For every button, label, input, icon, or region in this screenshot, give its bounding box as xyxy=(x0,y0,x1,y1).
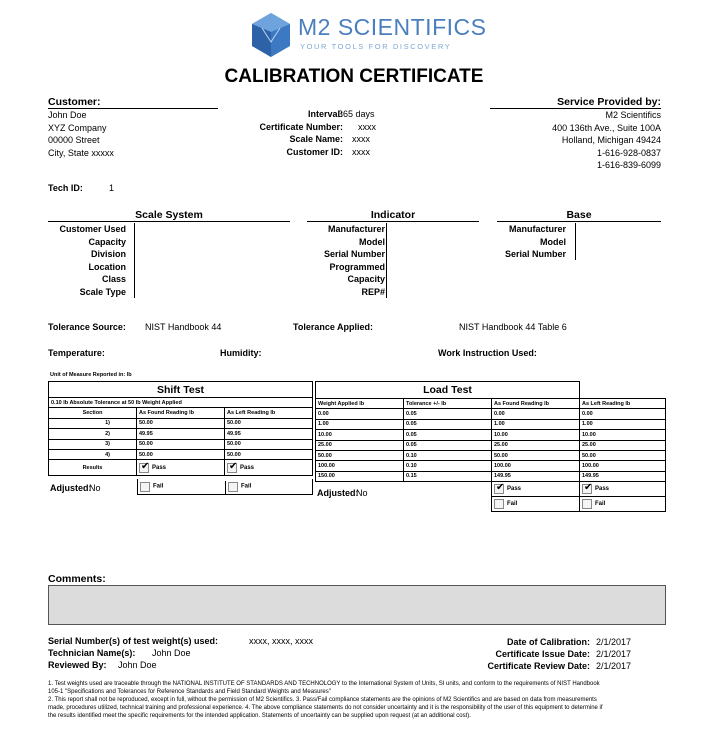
brand-name: M2 SCIENTIFICS xyxy=(298,14,487,40)
check-icon: ✔ xyxy=(229,460,238,472)
table-cell: 0.00 xyxy=(492,409,580,419)
check-icon: ✔ xyxy=(496,482,505,494)
fail-checkbox[interactable] xyxy=(140,482,150,492)
footnote-line: 1. Test weights used are traceable through the NATIONAL INSTITUTE OF STANDARDS AND TECHNOLOGY to the International System of Units, SI units, and conform to the requirements of NIST Handbook xyxy=(48,681,600,687)
table-cell: 0.00 xyxy=(580,409,666,419)
table-cell: 10.00 xyxy=(580,430,666,440)
technician-label: Technician Name(s): xyxy=(48,648,136,658)
table-cell: 25.00 xyxy=(492,440,580,450)
empty-cell xyxy=(404,482,492,497)
table-cell: 50.00 xyxy=(316,450,404,460)
load-fail-row xyxy=(316,497,666,512)
fail-cell xyxy=(228,481,251,492)
column-header: As Left Reading lb xyxy=(580,399,666,409)
column-header: Section xyxy=(49,408,137,418)
check-icon: ✔ xyxy=(584,482,593,494)
reviewed-label: Reviewed By: xyxy=(48,660,107,670)
table-cell: 2) xyxy=(49,429,137,439)
load-test-title: Load Test xyxy=(315,381,580,398)
indicator-heading: Indicator xyxy=(307,209,479,222)
table-cell: 4) xyxy=(49,449,137,459)
pass-label: Pass xyxy=(595,486,610,493)
pass-checkbox[interactable] xyxy=(139,460,150,473)
info-values xyxy=(338,108,410,158)
table-row xyxy=(316,440,666,450)
table-cell: 25.00 xyxy=(316,440,404,450)
table-cell: 10.00 xyxy=(492,430,580,440)
certificate-number-value: xxxx xyxy=(358,121,376,132)
provider-line: 400 136th Ave., Suite 100A xyxy=(552,122,661,133)
pass-label: Pass xyxy=(507,486,522,493)
empty-cell xyxy=(316,497,404,512)
base-heading: Base xyxy=(497,209,661,222)
field-label: Division xyxy=(90,249,126,259)
scale-system-fields xyxy=(48,223,135,298)
calibration-date-value: 2/1/2017 xyxy=(596,637,632,647)
table-row xyxy=(49,439,313,449)
table-row xyxy=(316,471,666,481)
table-cell: 50.00 xyxy=(225,418,313,428)
scale-name-value: xxxx xyxy=(352,134,370,144)
table-cell: 0.15 xyxy=(404,471,492,481)
empty-cell xyxy=(404,497,492,512)
field-label: Capacity xyxy=(88,236,126,247)
customer-line: John Doe xyxy=(48,110,87,120)
field-label: REP# xyxy=(361,286,385,297)
pass-label: Pass xyxy=(240,464,255,471)
fail-checkbox[interactable] xyxy=(582,499,592,509)
table-row xyxy=(49,429,313,439)
field-label: Location xyxy=(88,261,126,272)
table-cell: 50.00 xyxy=(137,449,225,459)
review-date-value: 2/1/2017 xyxy=(596,661,632,671)
check-icon: ✔ xyxy=(141,460,150,472)
shift-fail-row xyxy=(137,479,313,495)
footnote-line: the results identified meet the specific requirements for the intended application. Statements of uncertainty can be supplied upon request (at an additional cost). xyxy=(48,713,471,719)
shift-adjusted-value: No xyxy=(89,483,101,493)
footnote-line: 105-1 "Specifications and Tolerances for Reference Standards and Field Standard Weights and Measures" xyxy=(48,689,331,695)
pass-checkbox[interactable] xyxy=(582,484,592,494)
table-cell: 0.10 xyxy=(404,461,492,471)
field-label: Model xyxy=(540,236,566,247)
shift-test-table xyxy=(48,397,313,476)
field-label: Manufacturer xyxy=(327,224,385,234)
table-cell: 50.00 xyxy=(137,418,225,428)
comments-label: Comments: xyxy=(48,573,106,585)
issue-date-label: Certificate Issue Date: xyxy=(495,649,590,659)
provider-heading: Service Provided by: xyxy=(490,96,661,109)
shift-test-title: Shift Test xyxy=(48,381,313,397)
comments-box[interactable] xyxy=(48,585,666,625)
table-cell: 0.05 xyxy=(404,430,492,440)
tolerance-source-label: Tolerance Source: xyxy=(48,322,126,332)
page-title: CALIBRATION CERTIFICATE xyxy=(224,66,484,87)
base-fields xyxy=(490,223,576,260)
tolerance-source-value: NIST Handbook 44 xyxy=(145,322,222,332)
table-cell: 10.00 xyxy=(316,430,404,440)
date-labels xyxy=(440,636,590,672)
table-cell: 1) xyxy=(49,418,137,428)
field-label: Class xyxy=(101,274,126,284)
field-label: Programmed xyxy=(329,261,385,272)
table-row xyxy=(49,449,313,459)
table-row xyxy=(316,450,666,460)
table-cell: 0.05 xyxy=(404,440,492,450)
table-cell: 50.00 xyxy=(137,439,225,449)
fail-label: Fail xyxy=(153,483,164,490)
table-cell: 49.95 xyxy=(137,429,225,439)
field-label: Serial Number xyxy=(504,249,566,259)
provider-line: 1-616-839-6099 xyxy=(596,160,661,170)
column-header: As Left Reading lb xyxy=(225,408,313,418)
table-cell: 50.00 xyxy=(225,439,313,449)
provider-address xyxy=(480,109,661,172)
diamond-logo-icon xyxy=(250,12,292,58)
fail-checkbox[interactable] xyxy=(228,482,238,492)
brand-tagline: YOUR TOOLS FOR DISCOVERY xyxy=(300,42,452,51)
pass-cell xyxy=(492,482,580,497)
fail-checkbox[interactable] xyxy=(494,499,504,509)
scale-system-heading: Scale System xyxy=(48,209,290,222)
info-labels xyxy=(228,108,343,158)
table-cell: 25.00 xyxy=(580,440,666,450)
table-row xyxy=(316,461,666,471)
fail-label: Fail xyxy=(241,483,252,490)
table-cell: 50.00 xyxy=(580,450,666,460)
table-cell: 1.00 xyxy=(316,419,404,429)
indicator-fields xyxy=(300,223,387,298)
tech-id-label: Tech ID: xyxy=(48,183,83,193)
provider-line: Holland, Michigan 49424 xyxy=(561,135,661,145)
table-cell: 100.00 xyxy=(580,461,666,471)
calibration-date-label: Date of Calibration: xyxy=(506,637,590,647)
load-pass-row xyxy=(316,482,666,497)
shift-adjusted-label: Adjusted: xyxy=(50,483,92,493)
tolerance-applied-label: Tolerance Applied: xyxy=(293,322,374,332)
table-cell: 0.05 xyxy=(404,409,492,419)
field-label: Scale Type xyxy=(79,286,126,297)
date-values xyxy=(596,636,631,672)
certificate-number-label: Certificate Number: xyxy=(259,121,343,132)
field-label: Customer Used xyxy=(59,224,126,234)
customer-line: City, State xxxxx xyxy=(48,147,114,158)
tech-id-value: 1 xyxy=(109,183,115,193)
field-label: Manufacturer xyxy=(508,224,566,234)
table-cell: 0.00 xyxy=(316,409,404,419)
pass-checkbox[interactable] xyxy=(494,484,504,494)
table-row xyxy=(316,430,666,440)
fail-label: Fail xyxy=(507,501,518,508)
table-cell: 1.00 xyxy=(492,419,580,429)
fail-cell xyxy=(138,481,226,495)
pass-cell xyxy=(580,482,666,497)
pass-cell xyxy=(137,460,225,476)
column-header: As Found Reading lb xyxy=(492,399,580,409)
technician-value: John Doe xyxy=(152,648,191,658)
table-cell: 0.10 xyxy=(404,450,492,460)
shift-test-subtitle: 0.10 lb Absolute Tolerance at 50 lb Weight Applied xyxy=(49,398,313,408)
footnote-line: made, procedures utilized, technical training and professional experience. 4. The above compliance statements do not consider uncertainty and it is the responsibility of the user of this equipment to determine if xyxy=(48,705,603,711)
tolerance-applied-value: NIST Handbook 44 Table 6 xyxy=(459,322,567,332)
table-cell: 49.95 xyxy=(225,429,313,439)
field-label: Serial Number xyxy=(323,249,385,259)
fail-label: Fail xyxy=(595,501,606,508)
customer-heading: Customer: xyxy=(48,96,218,109)
table-cell: 149.95 xyxy=(492,471,580,481)
column-header: As Found Reading lb xyxy=(137,408,225,418)
customer-address xyxy=(48,109,218,159)
provider-line: M2 Scientifics xyxy=(605,110,661,120)
issue-date-value: 2/1/2017 xyxy=(596,649,632,659)
interval-value: 365 days xyxy=(338,109,375,119)
table-cell: 150.00 xyxy=(316,471,404,481)
serials-value: xxxx, xxxx, xxxx xyxy=(249,636,314,646)
scale-name-label: Scale Name: xyxy=(289,134,343,144)
table-cell: 50.00 xyxy=(492,450,580,460)
table-cell: 3) xyxy=(49,439,137,449)
fail-cell xyxy=(492,497,580,512)
results-row xyxy=(49,460,313,476)
footnote-line: 2. This report shall not be reproduced, except in full, without the permission of M2 Scientifics. 3. Pass/Fail compliance statements are the opinions of M2 Scientifics and are based on data from measurements xyxy=(48,697,597,703)
review-date-label: Certificate Review Date: xyxy=(487,661,590,671)
load-adjusted-label: Adjusted: xyxy=(317,488,359,498)
pass-label: Pass xyxy=(152,464,167,471)
pass-checkbox[interactable] xyxy=(227,460,238,473)
table-cell: 149.95 xyxy=(580,471,666,481)
fail-cell xyxy=(580,497,666,512)
table-row xyxy=(49,418,313,428)
interval-label: Interval: xyxy=(307,109,343,119)
table-cell: 0.05 xyxy=(404,419,492,429)
work-instruction-label: Work Instruction Used: xyxy=(438,348,537,358)
provider-line: 1-616-928-0837 xyxy=(596,147,661,158)
unit-note: Unit of Measure Reported in: lb xyxy=(50,372,132,378)
customer-line: XYZ Company xyxy=(48,122,107,133)
table-row xyxy=(316,409,666,419)
reviewed-value: John Doe xyxy=(118,660,157,670)
table-row xyxy=(316,419,666,429)
pass-cell xyxy=(225,460,313,476)
load-adjusted-value: No xyxy=(356,488,368,498)
serials-label: Serial Number(s) of test weight(s) used: xyxy=(48,636,219,646)
customer-line: 00000 Street xyxy=(48,135,100,145)
results-label: Results xyxy=(49,460,137,476)
field-label: Model xyxy=(359,236,385,247)
customer-id-label: Customer ID: xyxy=(286,146,343,157)
table-cell: 100.00 xyxy=(316,461,404,471)
field-label: Capacity xyxy=(347,274,385,284)
footnotes xyxy=(48,680,668,720)
company-logo xyxy=(250,8,487,60)
table-cell: 100.00 xyxy=(492,461,580,471)
customer-id-value: xxxx xyxy=(352,146,370,157)
column-header: Weight Applied lb xyxy=(316,399,404,409)
temperature-label: Temperature: xyxy=(48,348,105,358)
table-cell: 50.00 xyxy=(225,449,313,459)
load-test-table xyxy=(315,398,666,512)
humidity-label: Humidity: xyxy=(220,348,262,358)
table-cell: 1.00 xyxy=(580,419,666,429)
column-header: Tolerance +/- lb xyxy=(404,399,492,409)
